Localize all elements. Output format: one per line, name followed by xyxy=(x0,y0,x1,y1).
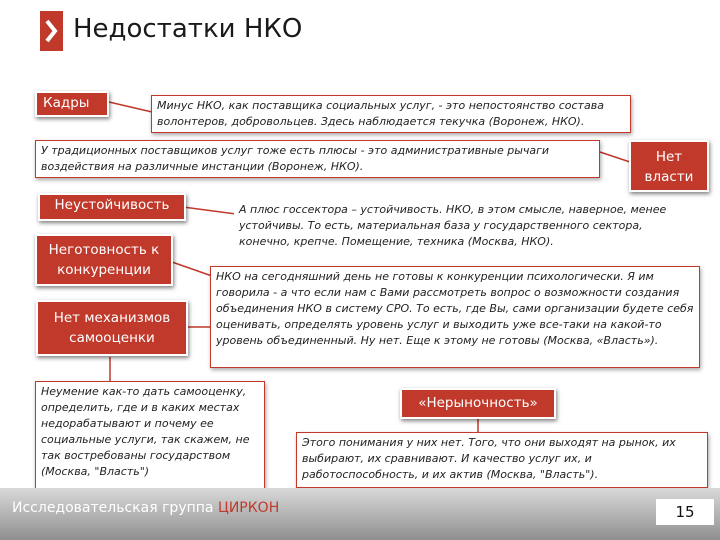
connector-vlast xyxy=(600,152,630,162)
connector-neustoichivost xyxy=(183,207,236,214)
footer-org-prefix: Исследовательская группа xyxy=(12,500,218,516)
chevron-icon xyxy=(40,11,63,51)
category-neustoichivost: Неустойчивость xyxy=(38,193,186,221)
category-net-mehanizmov: Нет механизмов самооценки xyxy=(36,300,188,356)
page-title: Недостатки НКО xyxy=(73,14,303,44)
connector-negotovnost xyxy=(172,262,212,276)
page-number: 15 xyxy=(656,499,714,525)
quote-negotovnost: НКО на сегодняшний день не готовы к конкуренции психологически. Я им говорила - а что если нам с Вами рассмотреть вопрос о возможности создания объединения НКО в систему СРО. То есть, где Вы, сами организации будете себя оценивать, определять уровень услуг и выходить уже все-таки на какой-то уровень объединенный. Ну нет. Еще к этому не готовы (Москва, «Власть»). xyxy=(210,266,700,368)
category-nerynochnost: «Нерыночность» xyxy=(400,388,556,419)
category-kadry: Кадры xyxy=(35,91,109,117)
quote-neustoichivost: А плюс госсектора – устойчивость. НКО, в этом смысле, наверное, менее устойчивы. То есть, материальная база у государственного сектора, конечно, крепче. Помещение, техника (Москва, НКО). xyxy=(234,200,696,254)
category-net-vlasti: Нет власти xyxy=(629,140,709,192)
category-negotovnost: Неготовность к конкуренции xyxy=(35,234,173,286)
connector-kadry xyxy=(109,102,152,112)
footer-org xyxy=(12,500,279,516)
quote-samoocenka: Неумение как-то дать самооценку, определить, где и в каких местах недорабатывают и почему ее социальные услуги, так скажем, не так востребованы государством (Москва, "Власть") xyxy=(35,381,265,489)
quote-vlast: У традиционных поставщиков услуг тоже есть плюсы - это административные рычаги воздействия на различные инстанции (Воронеж, НКО). xyxy=(35,140,600,178)
quote-nerynochnost: Этого понимания у них нет. Того, что они выходят на рынок, их выбирают, их сравнивают. И качество услуг их, и работоспособность, и их актив (Москва, "Власть"). xyxy=(296,432,708,488)
quote-kadry: Минус НКО, как поставщика социальных услуг, - это непостоянство состава волонтеров, добровольцев. Здесь наблюдается текучка (Воронеж, НКО). xyxy=(151,95,631,133)
footer-org-brand: ЦИРКОН xyxy=(217,500,280,516)
